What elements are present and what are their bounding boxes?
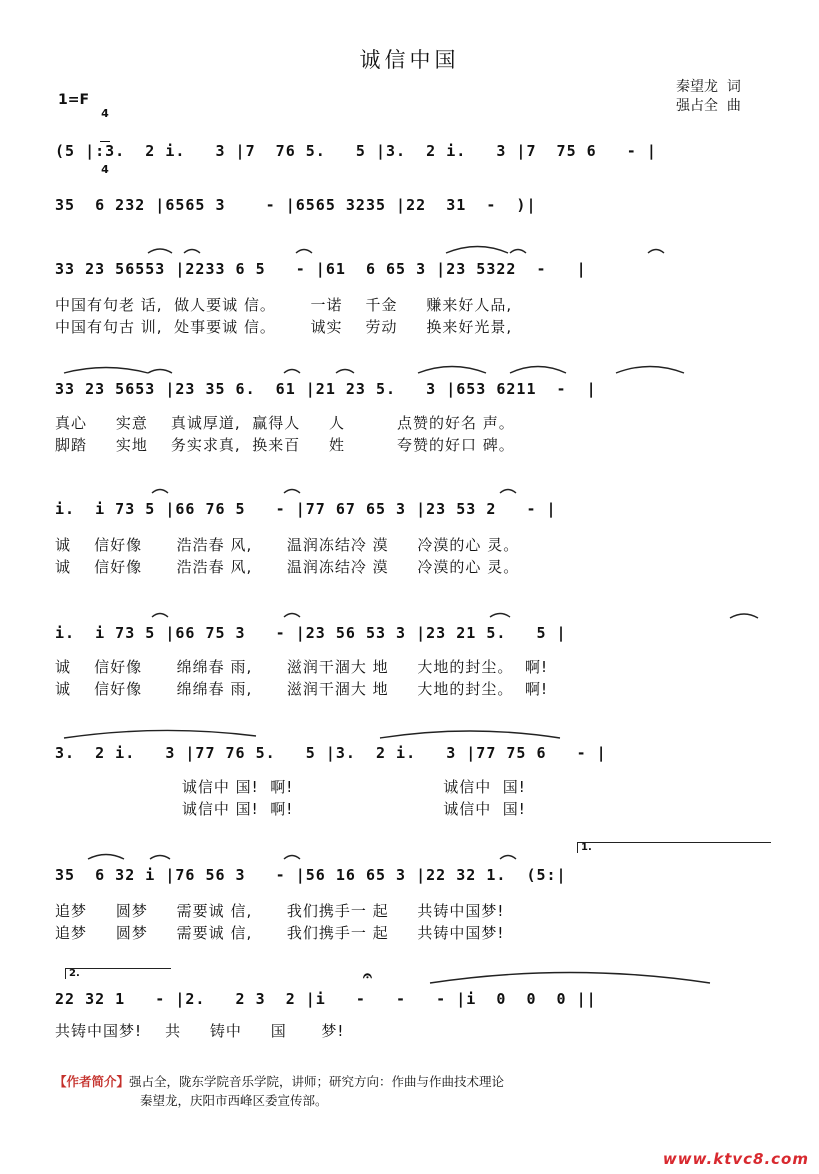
notation-line: 35 6 32 i |76 56 3 - |56 16 65 3 |22 32 1. (5:| xyxy=(55,866,567,884)
author-bio-line-1: 强占全，陇东学院音乐学院，讲师；研究方向：作曲与作曲技术理论 xyxy=(129,1074,505,1089)
fermata-icon: 𝄐 xyxy=(363,966,372,985)
notation-line: 33 23 56553 |2233 6 5 - |61 6 65 3 |23 5322 - | xyxy=(55,260,587,278)
author-bio xyxy=(54,1072,504,1110)
key-signature: 1=F xyxy=(58,92,90,108)
lyric-verse-1: 共铸中国梦! 共 铸中 国 梦! xyxy=(55,1022,345,1040)
notation-line: (5 |:3. 2 i. 3 |7 76 5. 5 |3. 2 i. 3 |7 75 6 - | xyxy=(55,142,657,160)
time-signature-top: 4 xyxy=(101,107,109,120)
lyric-verse-2: 诚信中 国! 啊! 诚信中 国! xyxy=(55,800,526,818)
lyric-verse-1: 诚信中 国! 啊! 诚信中 国! xyxy=(55,778,526,796)
lyric-verse-1: 诚 信好像 浩浩春 风, 温润冻结冷 漠 冷漠的心 灵。 xyxy=(55,536,520,554)
author-bio-label: 【作者简介】 xyxy=(54,1074,130,1089)
first-ending-bracket: 1. xyxy=(577,842,771,853)
time-signature-bottom: 4 xyxy=(101,163,109,176)
song-title: 诚信中国 xyxy=(359,48,460,72)
lyric-verse-1: 诚 信好像 绵绵春 雨, 滋润干涸大 地 大地的封尘。 啊! xyxy=(55,658,548,676)
composer-credit: 强占全 曲 xyxy=(676,98,741,114)
notation-line: 33 23 5653 |23 35 6. 61 |21 23 5. 3 |653 6211 - | xyxy=(55,380,597,398)
lyricist-credit: 秦望龙 词 xyxy=(676,79,741,95)
lyric-verse-1: 追梦 圆梦 需要诚 信, 我们携手一 起 共铸中国梦! xyxy=(55,902,505,920)
notation-line: i. i 73 5 |66 75 3 - |23 56 53 3 |23 21 5. 5 | xyxy=(55,624,567,642)
lyric-verse-2: 中国有句古 训, 处事要诚 信。 诚实 劳动 换来好光景, xyxy=(55,318,513,336)
lyric-verse-1: 中国有句老 话, 做人要诚 信。 一诺 千金 赚来好人品, xyxy=(55,296,513,314)
lyric-verse-2: 诚 信好像 绵绵春 雨, 滋润干涸大 地 大地的封尘。 啊! xyxy=(55,680,548,698)
lyric-verse-2: 脚踏 实地 务实求真, 换来百 姓 夸赞的好口 碑。 xyxy=(55,436,515,454)
notation-line: 22 32 1 - |2. 2 3 2 |i - - - |i 0 0 0 || xyxy=(55,990,597,1008)
lyric-verse-2: 诚 信好像 浩浩春 风, 温润冻结冷 漠 冷漠的心 灵。 xyxy=(55,558,520,576)
notation-line: i. i 73 5 |66 76 5 - |77 67 65 3 |23 53 2 - | xyxy=(55,500,557,518)
lyric-verse-2: 追梦 圆梦 需要诚 信, 我们携手一 起 共铸中国梦! xyxy=(55,924,505,942)
lyric-verse-1: 真心 实意 真诚厚道, 赢得人 人 点赞的好名 声。 xyxy=(55,414,515,432)
notation-line: 35 6 232 |6565 3 - |6565 3235 |22 31 - )| xyxy=(55,196,537,214)
site-watermark: www.ktvc8.com xyxy=(662,1150,809,1168)
notation-line: 3. 2 i. 3 |77 76 5. 5 |3. 2 i. 3 |77 75 6 - | xyxy=(55,744,607,762)
second-ending-bracket: 2. xyxy=(65,968,171,979)
author-bio-line-2: 秦望龙，庆阳市西峰区委宣传部。 xyxy=(140,1093,328,1108)
